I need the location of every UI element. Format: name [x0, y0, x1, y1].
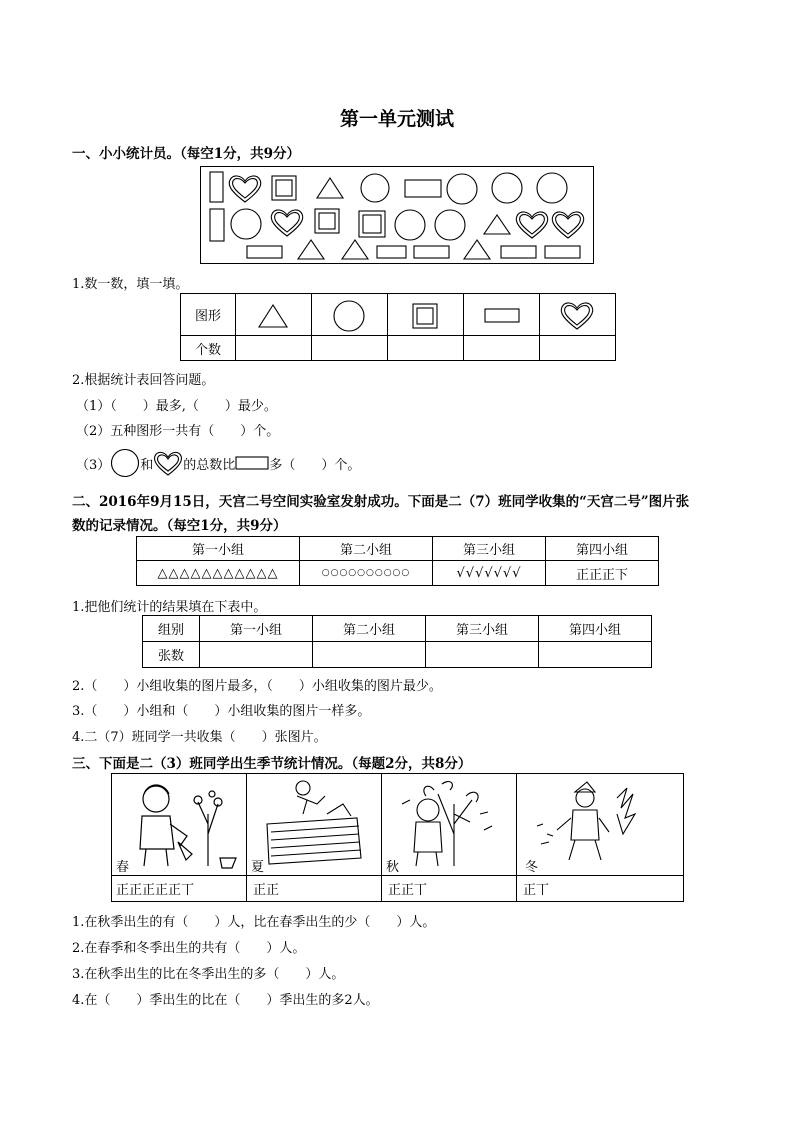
- circle-shape: [492, 173, 522, 203]
- q2-3-suffix: 多（ ）个。: [269, 457, 361, 473]
- shape-count-table: [180, 293, 616, 361]
- square-shape: [359, 211, 385, 237]
- s2-q3: 3.（ ）小组和（ ）小组收集的图片一样多。: [72, 704, 371, 719]
- group-header: 第二小组: [313, 616, 426, 642]
- shapes-frame: [201, 167, 594, 264]
- season-label: 春: [116, 860, 130, 875]
- s1-q1: 1.数一数，填一填。: [72, 277, 189, 292]
- triangle-shape: [464, 240, 490, 259]
- s1-q2-3: [76, 448, 360, 478]
- section1-heading: 一、小小统计员。（每空1分，共9分）: [72, 146, 301, 162]
- season-tally: 正丅: [517, 876, 684, 902]
- season-label: 夏: [251, 860, 265, 875]
- winter-illustration: [517, 774, 683, 874]
- triangle-icon: [236, 295, 311, 335]
- heart-icon: [153, 449, 183, 477]
- s3-q2: 2.在春季和冬季出生的共有（ ）人。: [72, 941, 306, 956]
- circle-shape: [435, 210, 465, 240]
- rectangle-shape: [210, 172, 223, 202]
- s1-q2: 2.根据统计表回答问题。: [72, 373, 215, 388]
- rectangle-shape: [405, 180, 441, 197]
- s2-q1: 1.把他们统计的结果填在下表中。: [72, 600, 267, 615]
- circle-icon: [110, 448, 140, 478]
- square-shape: [315, 209, 339, 233]
- rectangle-shape: [501, 246, 536, 258]
- season-cell-autumn: [382, 774, 517, 876]
- season-label: 秋: [386, 860, 400, 875]
- record-circles: ○○○○○○○○○○: [300, 561, 433, 586]
- season-cell-spring: [112, 774, 247, 876]
- record-checks: √√√√√√√: [433, 561, 546, 586]
- rectangle-shape: [414, 246, 449, 258]
- triangle-shape: [298, 240, 324, 259]
- rectangle-icon: [464, 295, 539, 335]
- circle-cell: [312, 294, 388, 336]
- table-count-label: 个数: [181, 336, 236, 361]
- table-header-label: 图形: [181, 294, 236, 336]
- s1-q2-1: （1）（ ）最多,（ ）最少。: [76, 399, 277, 414]
- page-title: 第一单元测试: [339, 108, 454, 130]
- triangle-cell: [236, 294, 312, 336]
- group-header: 第三小组: [426, 616, 539, 642]
- season-tally: 正正: [247, 876, 382, 902]
- s2-q4: 4.二（7）班同学一共收集（ ）张图片。: [72, 730, 327, 745]
- record-triangles: △△△△△△△△△△△: [137, 561, 300, 586]
- season-tally: 正正丅: [382, 876, 517, 902]
- group-header: 第三小组: [433, 537, 546, 561]
- heart-shape: [271, 210, 303, 236]
- heart-shape: [516, 212, 548, 238]
- rectangle-cell: [464, 294, 540, 336]
- s3-q4: 4.在（ ）季出生的比在（ ）季出生的多2人。: [72, 993, 379, 1008]
- heart-icon: [540, 295, 615, 335]
- group-header: 第二小组: [300, 537, 433, 561]
- answer-cell[interactable]: [312, 336, 388, 361]
- circle-shape: [447, 174, 477, 204]
- s3-q1: 1.在秋季出生的有（ ）人，比在春季出生的少（ ）人。: [72, 915, 436, 930]
- rectangle-shape: [545, 246, 580, 258]
- rectangle-shape: [377, 246, 406, 258]
- season-cell-winter: [517, 774, 684, 876]
- answer-cell[interactable]: [313, 642, 426, 668]
- season-tally: 正正正正正丅: [112, 876, 247, 902]
- row-label-group: 组别: [143, 616, 200, 642]
- heart-shape: [229, 176, 261, 202]
- square-icon: [388, 295, 463, 335]
- square-shape: [272, 176, 296, 200]
- group-header: 第四小组: [546, 537, 659, 561]
- season-table: [111, 773, 684, 902]
- answer-cell[interactable]: [236, 336, 312, 361]
- circle-shape: [395, 210, 425, 240]
- rectangle-shape: [210, 209, 224, 241]
- q2-3-mid: 的总数比: [183, 457, 236, 473]
- answer-cell[interactable]: [540, 336, 616, 361]
- q2-3-prefix: （3）: [76, 457, 111, 473]
- heart-shape: [552, 212, 584, 238]
- group-header: 第一小组: [137, 537, 300, 561]
- season-cell-summer: [247, 774, 382, 876]
- answer-cell[interactable]: [464, 336, 540, 361]
- group-header: 第四小组: [539, 616, 652, 642]
- circle-shape: [537, 173, 567, 203]
- circle-shape: [231, 209, 261, 239]
- row-label-count: 张数: [143, 642, 200, 668]
- group-header: 第一小组: [200, 616, 313, 642]
- section2-heading-line2: 数的记录情况。（每空1分，共9分）: [72, 518, 287, 534]
- shapes-figure: [200, 166, 594, 264]
- circle-icon: [312, 295, 387, 335]
- triangle-shape: [317, 178, 343, 198]
- record-table: [136, 536, 659, 586]
- triangle-shape: [342, 240, 368, 259]
- shapes-figure-svg: [200, 166, 594, 264]
- q2-3-and: 和: [140, 457, 154, 473]
- group-count-table: [142, 615, 652, 668]
- circle-shape: [361, 174, 389, 202]
- answer-cell[interactable]: [426, 642, 539, 668]
- answer-cell[interactable]: [388, 336, 464, 361]
- rectangle-icon: [235, 456, 269, 470]
- summer-illustration: [247, 774, 381, 874]
- autumn-illustration: [382, 774, 516, 874]
- square-cell: [388, 294, 464, 336]
- spring-illustration: [112, 774, 246, 874]
- section3-heading: 三、下面是二（3）班同学出生季节统计情况。（每题2分，共8分）: [72, 756, 472, 772]
- s3-q3: 3.在秋季出生的比在冬季出生的多（ ）人。: [72, 967, 345, 982]
- answer-cell[interactable]: [200, 642, 313, 668]
- answer-cell[interactable]: [539, 642, 652, 668]
- s2-q2: 2.（ ）小组收集的图片最多，（ ）小组收集的图片最少。: [72, 679, 442, 694]
- triangle-shape: [484, 215, 510, 234]
- record-tally: 正正正下: [546, 561, 659, 586]
- s1-q2-2: （2）五种图形一共有（ ）个。: [76, 424, 280, 439]
- heart-cell: [540, 294, 616, 336]
- season-label: 冬: [525, 860, 539, 875]
- section2-heading-line1: 二、2016年9月15日，天宫二号空间实验室发射成功。下面是二（7）班同学收集的“天宫二号”图片张: [72, 494, 690, 510]
- rectangle-shape: [247, 246, 282, 258]
